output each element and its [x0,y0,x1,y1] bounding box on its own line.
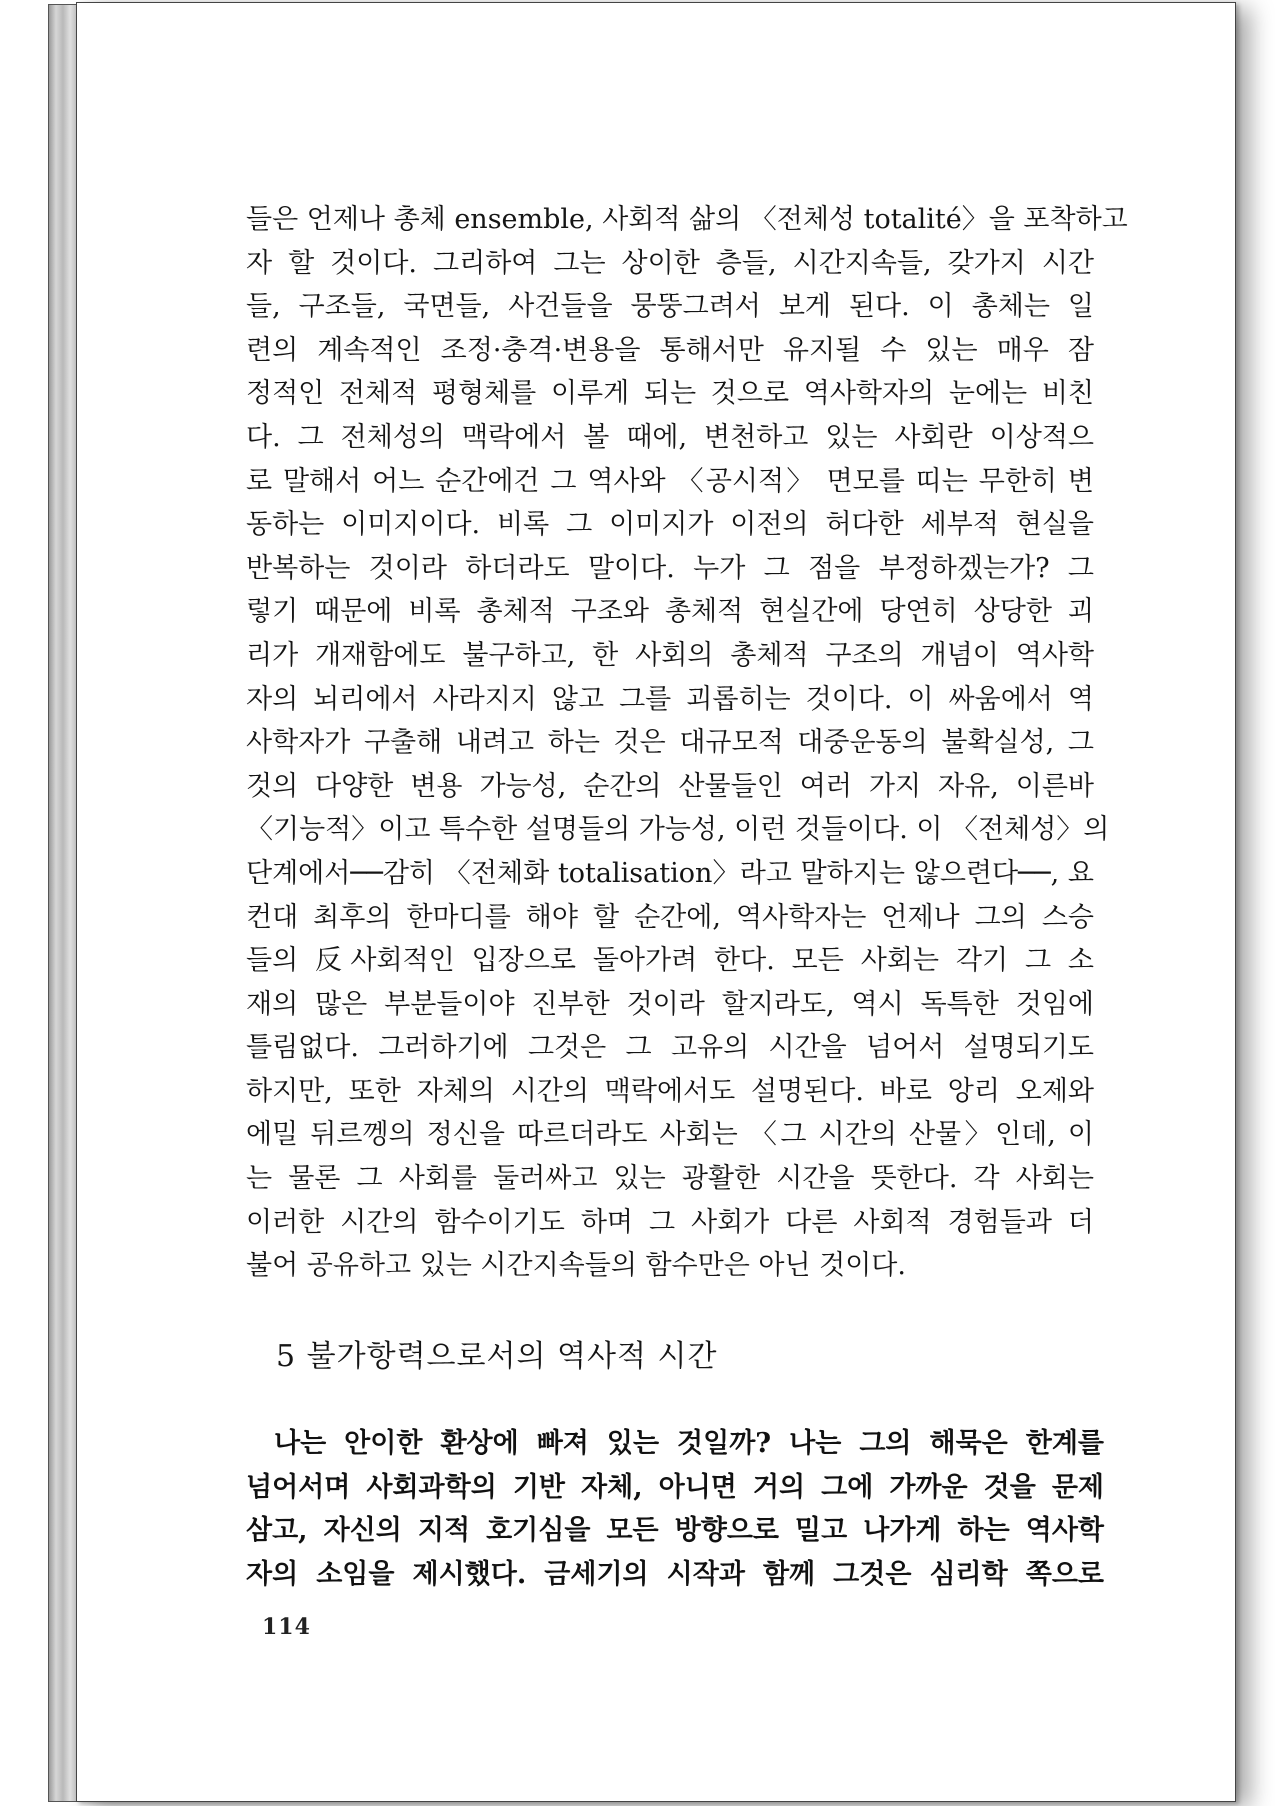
text-line: 하지만, 또한 자체의 시간의 맥락에서도 설명된다. 바로 앙리 오제와 [246,1075,1094,1107]
text-line: 이러한 시간의 함수이기도 하며 그 사회가 다른 사회적 경험들과 더 [246,1206,1094,1238]
text-line: 렇기 때문에 비록 총체적 구조와 총체적 현실간에 당연히 상당한 괴 [246,596,1094,628]
text-line: 다. 그 전체성의 맥락에서 볼 때에, 변천하고 있는 사회란 이상적으 [246,421,1094,453]
text-line: 들의 反사회적인 입장으로 돌아가려 한다. 모든 사회는 각기 그 소 [246,945,1094,977]
body-paragraph [246,198,1128,1288]
text-line: 들, 구조들, 국면들, 사건들을 뭉뚱그려서 보게 된다. 이 총체는 일 [246,291,1094,323]
text-line: 넘어서며 사회과학의 기반 자체, 아니면 거의 그에 가까운 것을 문제 [246,1471,1104,1503]
text-line: 리가 개재함에도 불구하고, 한 사회의 총체적 구조의 개념이 역사학 [246,639,1094,671]
text-line: 는 물론 그 사회를 둘러싸고 있는 광활한 시간을 뜻한다. 각 사회는 [246,1163,1094,1195]
text-line: 에밀 뒤르껭의 정신을 따르더라도 사회는 〈그 시간의 산물〉인데, 이 [246,1119,1094,1151]
text-line: 사학자가 구출해 내려고 하는 것은 대규모적 대중운동의 불확실성, 그 [246,727,1094,759]
section-heading: 5 불가항력으로서의 역사적 시간 [276,1339,718,1374]
page-number: 114 [262,1614,311,1640]
text-line: 자의 뇌리에서 사라지지 않고 그를 괴롭히는 것이다. 이 싸움에서 역 [246,683,1094,715]
text-line: 자 할 것이다. 그리하여 그는 상이한 층들, 시간지속들, 갖가지 시간 [246,247,1094,279]
text-line: 불어 공유하고 있는 시간지속들의 함수만은 아닌 것이다. [246,1250,906,1282]
text-line: 〈기능적〉이고 특수한 설명들의 가능성, 이런 것들이다. 이 〈전체성〉의 [246,814,1110,846]
text-line: 련의 계속적인 조정·충격·변용을 통해서만 유지될 수 있는 매우 잠 [246,334,1094,366]
text-line: 삼고, 자신의 지적 호기심을 모든 방향으로 밀고 나가게 하는 역사학 [246,1515,1104,1547]
book-page-edge [48,4,78,1802]
text-line: 틀림없다. 그러하기에 그것은 그 고유의 시간을 넘어서 설명되기도 [246,1032,1094,1064]
text-line: 정적인 전체적 평형체를 이루게 되는 것으로 역사학자의 눈에는 비친 [246,378,1094,410]
text-line: 로 말해서 어느 순간에건 그 역사와 〈공시적〉 면모를 띠는 무한히 변 [246,465,1094,497]
text-line: 재의 많은 부분들이야 진부한 것이라 할지라도, 역시 독특한 것임에 [246,988,1094,1020]
text-line: 들은 언제나 총체 ensemble, 사회적 삶의 〈전체성 totalité〉을 포착하고 [246,204,1128,235]
text-line: 것의 다양한 변용 가능성, 순간의 산물들인 여러 가지 자유, 이른바 [246,770,1094,802]
text-line: 동하는 이미지이다. 비록 그 이미지가 이전의 허다한 세부적 현실을 [246,509,1094,541]
text-line: 반복하는 것이라 하더라도 말이다. 누가 그 점을 부정하겠는가? 그 [246,552,1094,584]
text-line: 단계에서──감히 〈전체화 totalisation〉라고 말하지는 않으련다──, 요 [246,857,1094,889]
section-paragraph [246,1422,1104,1596]
text-line: 나는 안이한 환상에 빠져 있는 것일까? 나는 그의 해묵은 한계를 [274,1428,1104,1459]
text-line: 자의 소임을 제시했다. 금세기의 시작과 함께 그것은 심리학 쪽으로 [246,1558,1104,1590]
text-line: 컨대 최후의 한마디를 해야 할 순간에, 역사학자는 언제나 그의 스승 [246,901,1094,933]
